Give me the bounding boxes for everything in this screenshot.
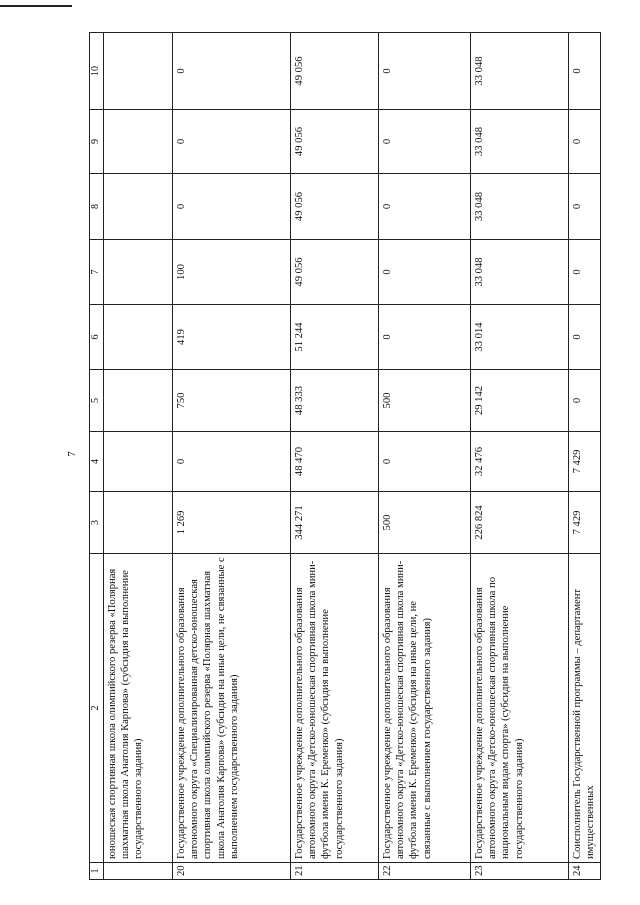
value-cell: 51 244: [291, 305, 379, 370]
table-row: [291, 33, 379, 880]
value-cell: [104, 305, 173, 370]
value-cell: 344 271: [291, 492, 379, 554]
value-cell: 7 429: [569, 492, 601, 554]
col-header: 7: [90, 240, 104, 305]
value-cell: 49 056: [291, 240, 379, 305]
value-cell: [104, 492, 173, 554]
value-cell: 0: [173, 33, 291, 110]
rotated-table-container: [89, 33, 602, 880]
col-header: 1: [90, 863, 104, 880]
value-cell: 0: [569, 240, 601, 305]
row-description: Государственное учреждение дополнительного образования автономного округа «Детско-юношеская спортивная школа мини-футбола имени К. Еременко» (субсидия на выполнение государственного задания): [291, 554, 379, 863]
value-cell: 49 056: [291, 33, 379, 110]
value-cell: 29 142: [471, 370, 569, 432]
value-cell: 7 429: [569, 432, 601, 492]
row-description: Государственное учреждение дополнительного образования автономного округа «Специализированная детско-юношеская спортивная школа олимпийского резерва «Полярная шахматная школа Анатолия Карпова» (субсидия на иные цели, не связанные с выполнением государственного задания): [173, 554, 291, 863]
row-description: юношеская спортивная школа олимпийского резерва «Полярная шахматная школа Анатолия Карпова» (субсидия на выполнение государственного задания): [104, 554, 173, 863]
col-header: 9: [90, 110, 104, 174]
value-cell: 0: [173, 110, 291, 174]
value-cell: 49 056: [291, 174, 379, 240]
value-cell: 500: [379, 370, 471, 432]
table-wrapper: [89, 33, 602, 880]
value-cell: 0: [569, 110, 601, 174]
value-cell: [104, 370, 173, 432]
col-header: 3: [90, 492, 104, 554]
col-header: 5: [90, 370, 104, 432]
col-header: 2: [90, 554, 104, 863]
page-number: 7: [66, 451, 78, 457]
value-cell: 0: [379, 110, 471, 174]
value-cell: 48 333: [291, 370, 379, 432]
value-cell: 0: [379, 174, 471, 240]
value-cell: 0: [379, 432, 471, 492]
value-cell: 0: [379, 33, 471, 110]
value-cell: 419: [173, 305, 291, 370]
value-cell: 0: [569, 174, 601, 240]
value-cell: [104, 174, 173, 240]
row-description: Государственное учреждение дополнительного образования автономного округа «Детско-юношеская спортивная школа мини-футбола имени К. Еременко» (субсидия на иные цели, не связанные с выполнением государственного задания): [379, 554, 471, 863]
value-cell: 226 824: [471, 492, 569, 554]
value-cell: 33 048: [471, 33, 569, 110]
value-cell: 0: [173, 174, 291, 240]
col-header: 6: [90, 305, 104, 370]
table-row: [379, 33, 471, 880]
value-cell: 33 014: [471, 305, 569, 370]
value-cell: [104, 432, 173, 492]
table-row: [471, 33, 569, 880]
value-cell: 0: [173, 432, 291, 492]
value-cell: 48 470: [291, 432, 379, 492]
value-cell: 500: [379, 492, 471, 554]
col-header: 8: [90, 174, 104, 240]
col-header: 10: [90, 33, 104, 110]
value-cell: 33 048: [471, 110, 569, 174]
row-description: Соисполнитель Государственной программы – департамент имущественных: [569, 554, 601, 863]
row-number: [104, 863, 173, 880]
row-number: 23: [471, 863, 569, 880]
value-cell: 33 048: [471, 240, 569, 305]
row-description: Государственное учреждение дополнительного образования автономного округа «Детско-юношеская спортивная школа по национальным видам спорта» (субсидия на выполнение государственного задания): [471, 554, 569, 863]
top-rule: [0, 5, 72, 7]
table-row: [104, 33, 173, 880]
value-cell: 100: [173, 240, 291, 305]
value-cell: [104, 33, 173, 110]
row-number: 22: [379, 863, 471, 880]
value-cell: 750: [173, 370, 291, 432]
value-cell: [104, 110, 173, 174]
value-cell: 0: [569, 305, 601, 370]
table-row: [173, 33, 291, 880]
value-cell: [104, 240, 173, 305]
row-number: 24: [569, 863, 601, 880]
value-cell: 0: [379, 240, 471, 305]
value-cell: 32 476: [471, 432, 569, 492]
value-cell: 49 056: [291, 110, 379, 174]
col-header: 4: [90, 432, 104, 492]
value-cell: 0: [379, 305, 471, 370]
table-row: [569, 33, 601, 880]
value-cell: 1 269: [173, 492, 291, 554]
row-number: 20: [173, 863, 291, 880]
program-table: [89, 32, 601, 880]
value-cell: 0: [569, 370, 601, 432]
header-row: [90, 33, 104, 880]
value-cell: 33 048: [471, 174, 569, 240]
row-number: 21: [291, 863, 379, 880]
value-cell: 0: [569, 33, 601, 110]
